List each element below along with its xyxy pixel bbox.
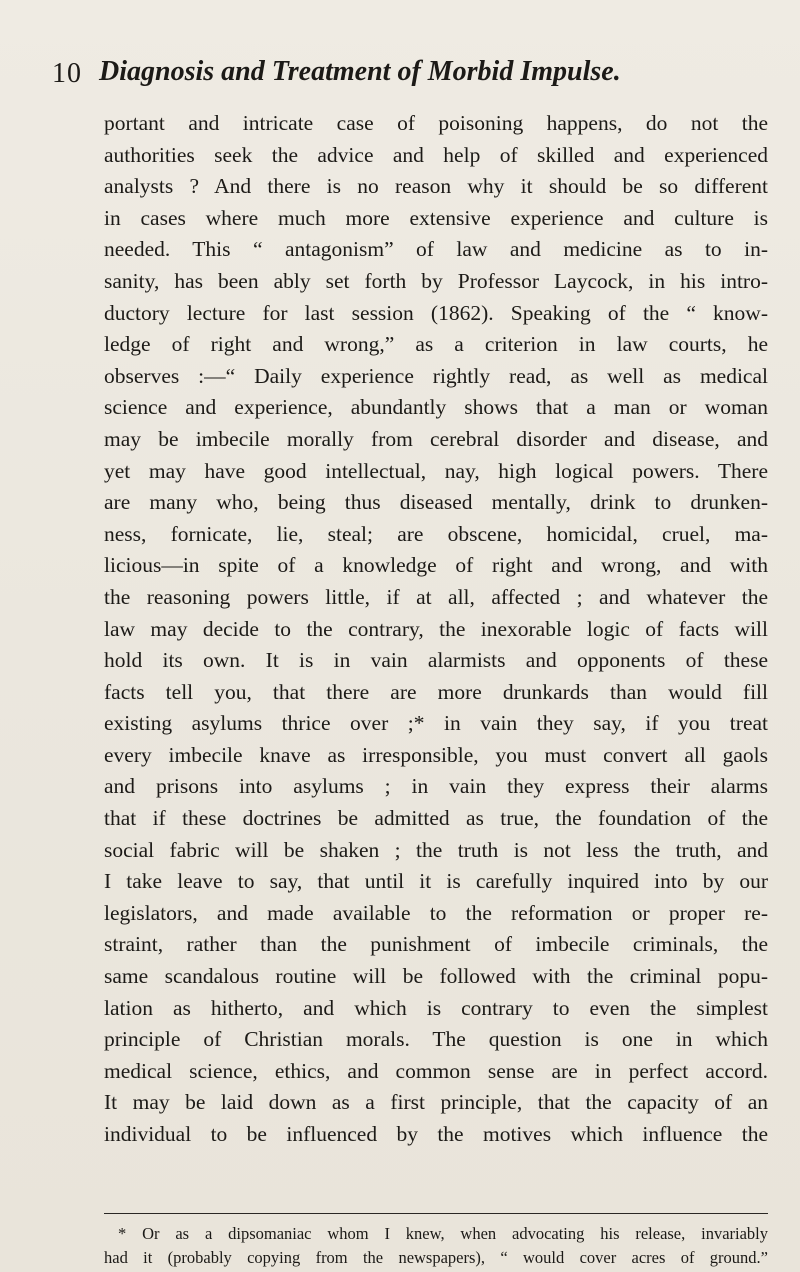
text-line: are many who, being thus diseased mentally, drink to drunken-	[104, 490, 768, 515]
text-line: social fabric will be shaken ; the truth is not less the truth, and	[104, 837, 768, 862]
text-line: lation as hitherto, and which is contrary to even the simplest	[104, 995, 768, 1020]
text-line: ness, fornicate, lie, steal; are obscene, homicidal, cruel, ma-	[104, 521, 768, 546]
text-line: I take leave to say, that until it is carefully inquired into by our	[104, 869, 768, 894]
text-line: in cases where much more extensive experience and culture is	[104, 205, 768, 230]
text-line: existing asylums thrice over ;* in vain they say, if you treat	[104, 711, 768, 736]
text-line: every imbecile knave as irresponsible, you must convert all gaols	[104, 742, 768, 767]
text-line: analysts ? And there is no reason why it should be so different	[104, 174, 768, 199]
text-line: yet may have good intellectual, nay, high logical powers. There	[104, 458, 768, 483]
text-line: the reasoning powers little, if at all, affected ; and whatever the	[104, 584, 768, 609]
text-line: that if these doctrines be admitted as true, the foundation of the	[104, 806, 768, 831]
text-line: observes :—“ Daily experience rightly read, as well as medical	[104, 363, 768, 388]
text-line: It may be laid down as a first principle, that the capacity of an	[104, 1090, 768, 1115]
running-head-title: Diagnosis and Treatment of Morbid Impulse.	[99, 56, 621, 87]
page-number: 10	[52, 58, 82, 89]
text-line: facts tell you, that there are more drunkards than would fill	[104, 679, 768, 704]
text-line: hold its own. It is in vain alarmists and opponents of these	[104, 648, 768, 673]
text-line: individual to be influenced by the motives which influence the	[104, 1122, 768, 1146]
text-line: and prisons into asylums ; in vain they express their alarms	[104, 774, 768, 799]
text-line: ledge of right and wrong,” as a criterion in law courts, he	[104, 332, 768, 357]
footnote-rule	[104, 1213, 768, 1214]
footnote	[104, 1222, 768, 1270]
text-line: authorities seek the advice and help of skilled and experienced	[104, 142, 768, 167]
text-line: straint, rather than the punishment of imbecile criminals, the	[104, 932, 768, 957]
text-line: sanity, has been ably set forth by Professor Laycock, in his intro-	[104, 268, 768, 293]
text-line: licious—in spite of a knowledge of right and wrong, and with	[104, 553, 768, 578]
text-line: ductory lecture for last session (1862). Speaking of the “ know-	[104, 300, 768, 325]
footnote-line: had it (probably copying from the newspapers), “ would cover acres of ground.”	[104, 1248, 768, 1267]
body-text	[104, 108, 768, 1151]
text-line: may be imbecile morally from cerebral disorder and disease, and	[104, 426, 768, 451]
text-line: principle of Christian morals. The question is one in which	[104, 1027, 768, 1052]
text-line: portant and intricate case of poisoning happens, do not the	[104, 111, 768, 135]
running-head	[52, 52, 752, 92]
footnote-line: * Or as a dipsomaniac whom I knew, when advocating his release, invariably	[118, 1224, 768, 1243]
text-line: legislators, and made available to the reformation or proper re-	[104, 900, 768, 925]
text-line: same scandalous routine will be followed with the criminal popu-	[104, 964, 768, 989]
text-line: law may decide to the contrary, the inexorable logic of facts will	[104, 616, 768, 641]
text-line: science and experience, abundantly shows that a man or woman	[104, 395, 768, 420]
text-line: needed. This “ antagonism” of law and medicine as to in-	[104, 237, 768, 262]
text-line: medical science, ethics, and common sense are in perfect accord.	[104, 1058, 768, 1083]
